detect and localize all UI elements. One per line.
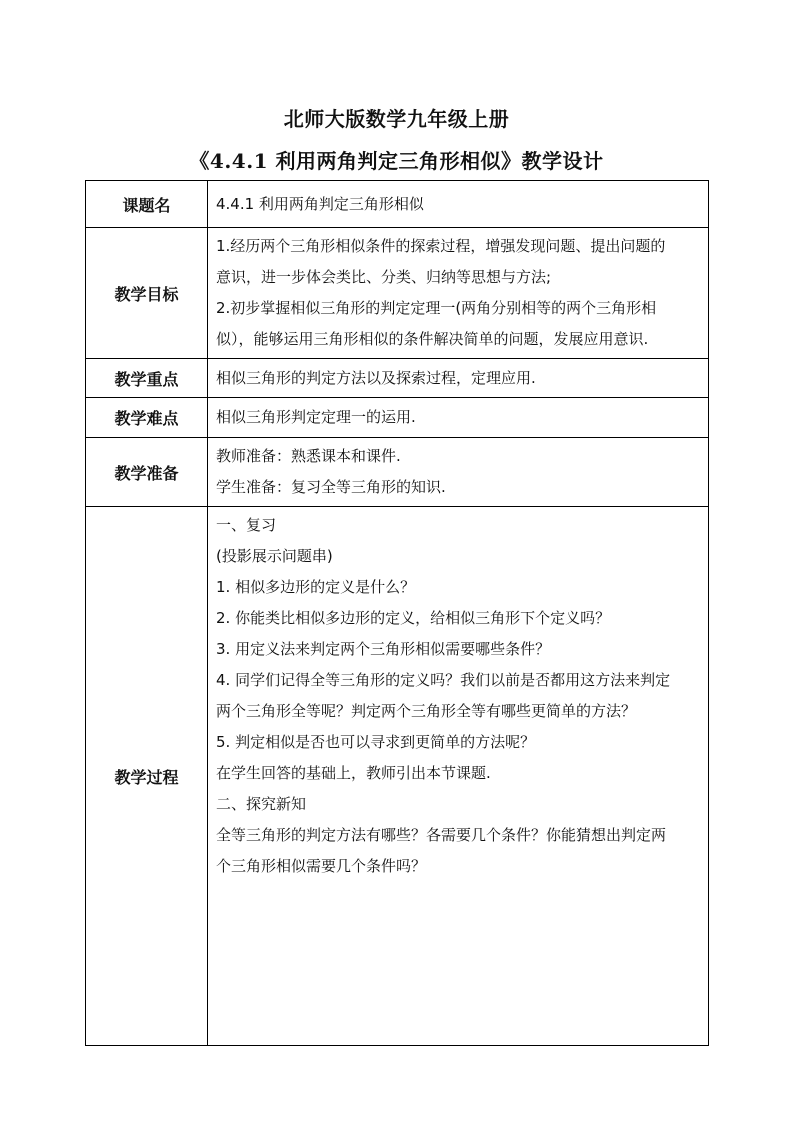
difficulty-text: 相似三角形判定定理一的运用. [216, 408, 416, 426]
difficulty-label: 教学难点 [86, 398, 208, 438]
process-line: 2. 你能类比相似多边形的定义，给相似三角形下个定义吗？ [216, 609, 611, 627]
topic-label: 课题名 [86, 181, 208, 228]
preparation-label: 教学准备 [86, 438, 208, 507]
topic-value [208, 181, 709, 228]
table-row-focus [86, 359, 709, 398]
preparation-line: 教师准备：熟悉课本和课件. [216, 447, 401, 465]
difficulty-value [208, 398, 709, 438]
process-line: 4. 同学们记得全等三角形的定义吗？我们以前是否都用这方法来判定 [216, 671, 671, 689]
process-line: 1. 相似多边形的定义是什么？ [216, 578, 416, 596]
process-line: 全等三角形的判定方法有哪些？各需要几个条件？你能猜想出判定两 [216, 826, 667, 844]
table-row-preparation [86, 438, 709, 507]
topic-text: 4.4.1 利用两角判定三角形相似 [216, 194, 424, 213]
process-line: 3. 用定义法来判定两个三角形相似需要哪些条件？ [216, 640, 551, 658]
table-row-process [86, 507, 709, 1046]
process-line: 二、探究新知 [216, 795, 307, 813]
preparation-value [208, 438, 709, 507]
goals-line: 意识，进一步体会类比、分类、归纳等思想与方法; [216, 268, 552, 286]
goals-line: 似），能够运用三角形相似的条件解决简单的问题，发展应用意识. [216, 330, 649, 348]
focus-label: 教学重点 [86, 359, 208, 398]
preparation-line: 学生准备：复习全等三角形的知识. [216, 478, 446, 496]
table-row-goals [86, 228, 709, 359]
process-line: 在学生回答的基础上，教师引出本节课题. [216, 764, 491, 782]
goals-label: 教学目标 [86, 228, 208, 359]
process-line: 5. 判定相似是否也可以寻求到更简单的方法呢？ [216, 733, 536, 751]
lesson-plan-table [85, 180, 709, 1046]
goals-line: 1.经历两个三角形相似条件的探索过程，增强发现问题、提出问题的 [216, 237, 666, 255]
process-line: 两个三角形全等呢？判定两个三角形全等有哪些更简单的方法？ [216, 702, 637, 720]
process-label: 教学过程 [86, 507, 208, 1046]
process-value [208, 507, 709, 1046]
document-title: 北师大版数学九年级上册 [283, 107, 510, 131]
process-line: (投影展示问题串) [216, 547, 333, 565]
table-row-topic [86, 181, 709, 228]
document-subtitle: 《4.4.1 利用两角判定三角形相似》教学设计 [189, 149, 604, 173]
focus-text: 相似三角形的判定方法以及探索过程，定理应用. [216, 368, 536, 387]
goals-line: 2.初步掌握相似三角形的判定定理一(两角分别相等的两个三角形相 [216, 299, 657, 317]
goals-value [208, 228, 709, 359]
table-row-difficulty [86, 398, 709, 438]
process-line: 个三角形相似需要几个条件吗？ [216, 857, 427, 875]
focus-value [208, 359, 709, 398]
process-line: 一、复习 [216, 516, 277, 534]
